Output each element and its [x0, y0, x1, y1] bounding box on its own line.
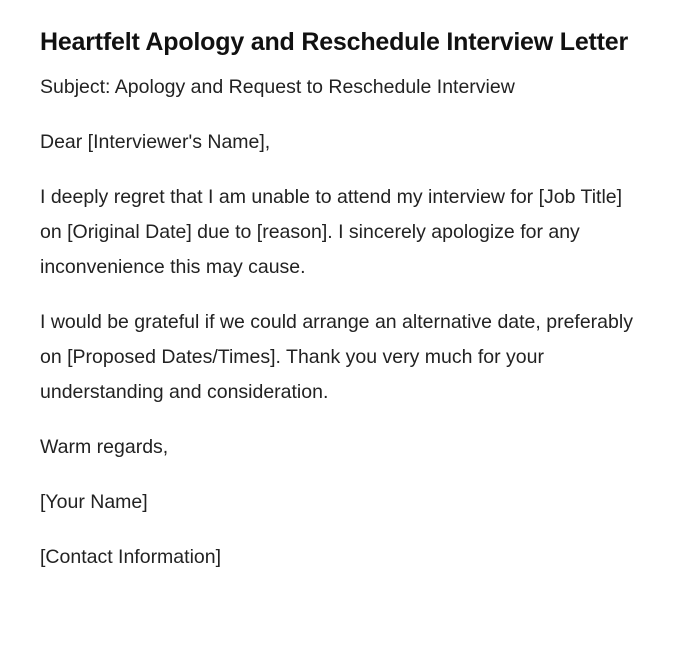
- letter-paragraph-2: I would be grateful if we could arrange an alternative date, preferably on [Proposed Dates/Times]. Thank you very much for your understanding and consideration.: [40, 311, 633, 403]
- letter-paragraph-1: I deeply regret that I am unable to attend my interview for [Job Title] on [Original Date] due to [reason]. I sincerely apologize for any inconvenience this may cause.: [40, 186, 623, 278]
- letter-salutation: Dear [Interviewer's Name],: [40, 131, 271, 153]
- letter-closing: Warm regards,: [40, 436, 169, 458]
- letter-contact-info: [Contact Information]: [40, 546, 222, 568]
- letter-title: Heartfelt Apology and Reschedule Interview Letter: [40, 28, 629, 56]
- letter-document: [40, 20, 640, 595]
- letter-signature-name: [Your Name]: [40, 491, 148, 513]
- letter-subject: Subject: Apology and Request to Reschedule Interview: [40, 76, 515, 98]
